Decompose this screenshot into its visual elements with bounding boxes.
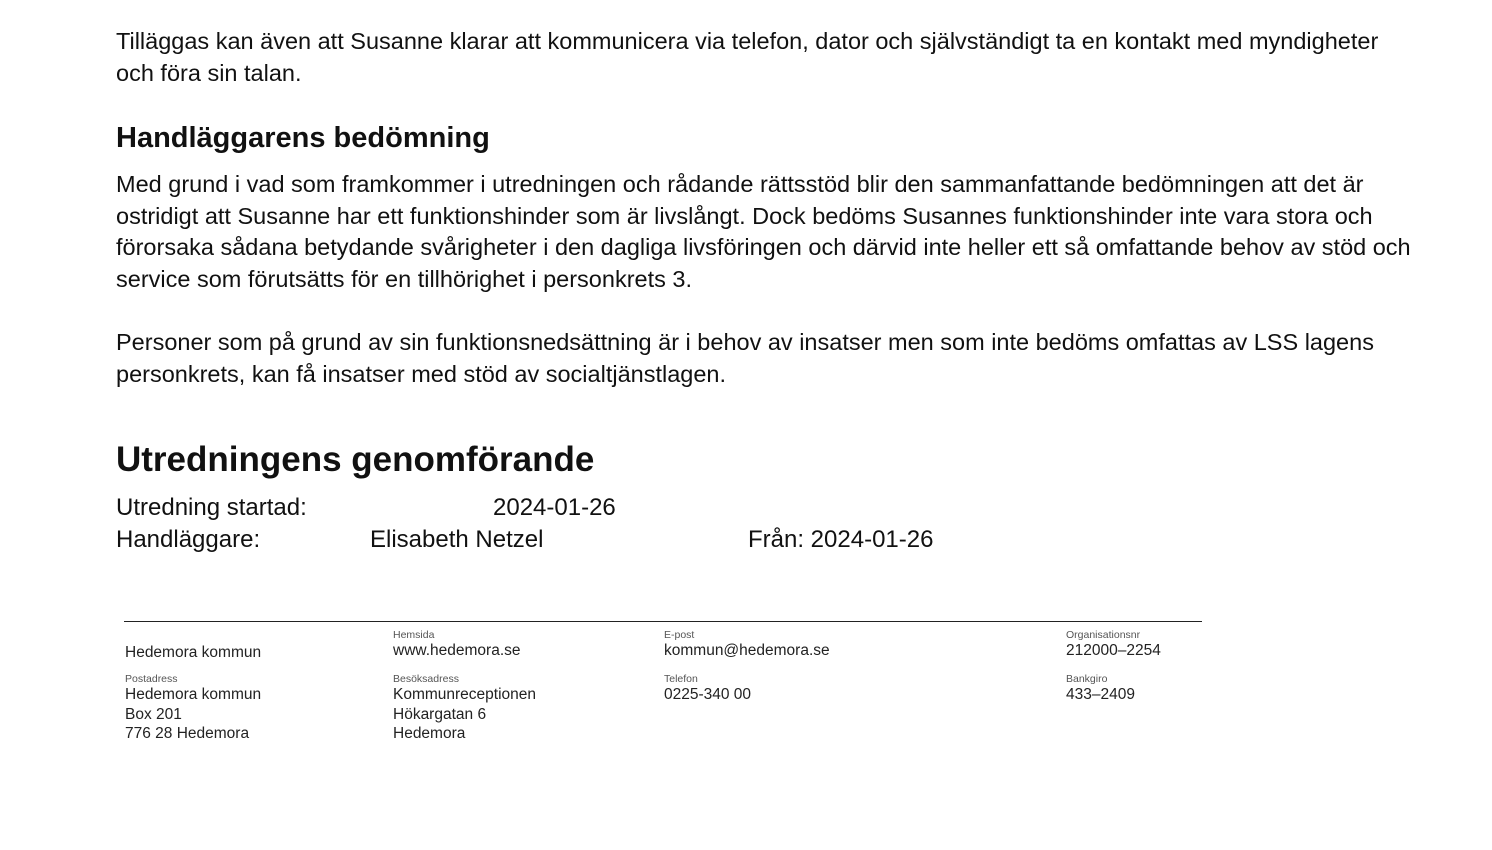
bankgiro-value: 433–2409: [1066, 686, 1135, 703]
footer-bankgiro: [1066, 673, 1135, 705]
investigation-heading: Utredningens genomförande: [116, 440, 595, 479]
phone-value: 0225-340 00: [664, 686, 752, 703]
footer-visiting-address: [393, 673, 536, 744]
email-label: E-post: [664, 629, 695, 641]
visiting-line: Kommunreceptionen: [393, 686, 537, 703]
started-label: Utredning startad:: [116, 494, 307, 521]
municipality-name: Hedemora kommun: [125, 644, 262, 661]
assessment-heading: Handläggarens bedömning: [116, 122, 490, 154]
from-date: Från: 2024-01-26: [748, 526, 934, 553]
footer-website: [393, 629, 521, 661]
org-number-value: 212000–2254: [1066, 642, 1161, 659]
footer-municipality: [125, 643, 261, 663]
assessment-paragraph-2: Personer som på grund av sin funktionsnedsättning är i behov av insatser men som inte bedöms omfattas av LSS lagens personkrets, kan få insatser med stöd av socialtjänstlagen.: [116, 329, 1374, 387]
website-link[interactable]: www.hedemora.se: [393, 642, 521, 659]
footer-phone: [664, 673, 751, 705]
website-label: Hemsida: [393, 629, 435, 641]
started-value: 2024-01-26: [493, 494, 616, 521]
bankgiro-label: Bankgiro: [1066, 673, 1108, 685]
org-number-label: Organisationsnr: [1066, 629, 1141, 641]
email-link[interactable]: kommun@hedemora.se: [664, 642, 830, 659]
footer-org-number: [1066, 629, 1161, 661]
intro-paragraph: Tilläggas kan även att Susanne klarar att kommunicera via telefon, dator och självständigt ta en kontakt med myndigheter och föra sin talan.: [116, 28, 1379, 86]
footer-email: [664, 629, 830, 661]
visiting-line: Hedemora: [393, 725, 466, 742]
postal-line: Hedemora kommun: [125, 686, 262, 703]
officer-value: Elisabeth Netzel: [370, 526, 544, 553]
assessment-paragraph-1: Med grund i vad som framkommer i utredningen och rådande rättsstöd blir den sammanfattande bedömningen att det är ostridigt att Susanne har ett funktionshinder som är livslångt. Dock bedöms Susannes funktionshinder inte vara stora och förorsaka sådana betydande svårigheter i den dagliga livsföringen och därvid inte heller ett så omfattande behov av stöd och service som förutsätts för en tillhörighet i personkrets 3.: [116, 171, 1411, 292]
phone-label: Telefon: [664, 673, 698, 685]
officer-label: Handläggare:: [116, 526, 261, 553]
postal-line: Box 201: [125, 705, 182, 723]
visiting-address-label: Besöksadress: [393, 673, 459, 685]
postal-line: 776 28 Hedemora: [125, 725, 250, 742]
postal-address-label: Postadress: [125, 673, 178, 685]
visiting-line: Hökargatan 6: [393, 705, 487, 723]
footer-postal-address: [125, 673, 261, 744]
footer-divider: [124, 621, 1202, 622]
